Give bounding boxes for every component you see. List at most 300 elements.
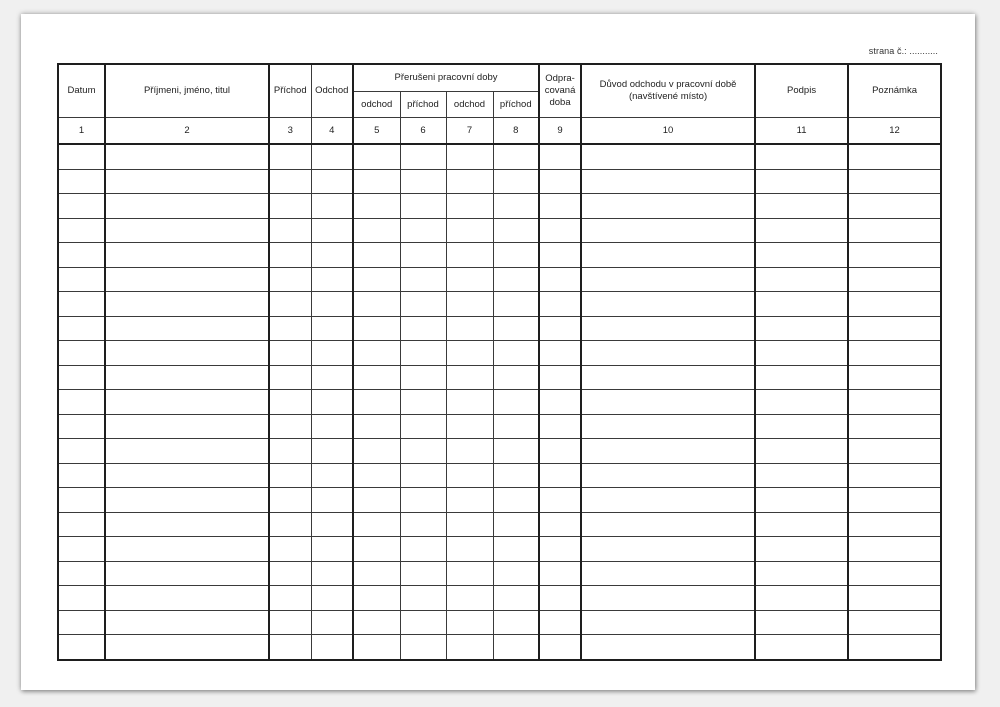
cell-break-departure-2[interactable] — [446, 512, 493, 537]
cell-worked-time[interactable] — [539, 169, 581, 194]
cell-break-departure-2[interactable] — [446, 414, 493, 439]
cell-signature[interactable] — [755, 292, 848, 317]
cell-datum[interactable] — [58, 414, 105, 439]
cell-worked-time[interactable] — [539, 635, 581, 660]
cell-note[interactable] — [848, 488, 941, 513]
cell-worked-time[interactable] — [539, 512, 581, 537]
cell-datum[interactable] — [58, 316, 105, 341]
cell-signature[interactable] — [755, 561, 848, 586]
cell-arrival[interactable] — [269, 439, 311, 464]
cell-break-arrival-2[interactable] — [493, 365, 539, 390]
cell-break-arrival-1[interactable] — [400, 365, 446, 390]
cell-break-arrival-2[interactable] — [493, 316, 539, 341]
cell-note[interactable] — [848, 267, 941, 292]
cell-worked-time[interactable] — [539, 561, 581, 586]
cell-break-departure-2[interactable] — [446, 561, 493, 586]
cell-break-arrival-2[interactable] — [493, 561, 539, 586]
cell-break-arrival-1[interactable] — [400, 218, 446, 243]
cell-datum[interactable] — [58, 635, 105, 660]
table-row — [58, 586, 941, 611]
cell-arrival[interactable] — [269, 194, 311, 219]
table-row — [58, 365, 941, 390]
cell-name[interactable] — [105, 218, 269, 243]
cell-datum[interactable] — [58, 243, 105, 268]
cell-break-departure-2[interactable] — [446, 144, 493, 169]
column-number: 6 — [400, 118, 446, 145]
cell-departure[interactable] — [311, 243, 353, 268]
cell-datum[interactable] — [58, 144, 105, 169]
cell-break-departure-1[interactable] — [353, 243, 400, 268]
cell-departure[interactable] — [311, 292, 353, 317]
column-number: 4 — [311, 118, 353, 145]
cell-departure[interactable] — [311, 463, 353, 488]
cell-name[interactable] — [105, 512, 269, 537]
cell-reason[interactable] — [581, 316, 755, 341]
cell-reason[interactable] — [581, 463, 755, 488]
cell-break-arrival-2[interactable] — [493, 414, 539, 439]
cell-signature[interactable] — [755, 488, 848, 513]
cell-signature[interactable] — [755, 365, 848, 390]
cell-worked-time[interactable] — [539, 463, 581, 488]
cell-reason[interactable] — [581, 512, 755, 537]
cell-note[interactable] — [848, 365, 941, 390]
cell-datum[interactable] — [58, 341, 105, 366]
cell-signature[interactable] — [755, 586, 848, 611]
cell-departure[interactable] — [311, 316, 353, 341]
cell-break-arrival-2[interactable] — [493, 218, 539, 243]
cell-break-arrival-1[interactable] — [400, 439, 446, 464]
cell-departure[interactable] — [311, 390, 353, 415]
cell-arrival[interactable] — [269, 390, 311, 415]
cell-break-arrival-2[interactable] — [493, 463, 539, 488]
cell-break-departure-2[interactable] — [446, 586, 493, 611]
cell-datum[interactable] — [58, 537, 105, 562]
table-row — [58, 488, 941, 513]
cell-reason[interactable] — [581, 586, 755, 611]
cell-arrival[interactable] — [269, 144, 311, 169]
cell-datum[interactable] — [58, 463, 105, 488]
column-number: 8 — [493, 118, 539, 145]
cell-signature[interactable] — [755, 218, 848, 243]
cell-reason[interactable] — [581, 144, 755, 169]
cell-note[interactable] — [848, 144, 941, 169]
cell-name[interactable] — [105, 144, 269, 169]
cell-break-arrival-1[interactable] — [400, 390, 446, 415]
table-row — [58, 144, 941, 169]
cell-break-arrival-1[interactable] — [400, 610, 446, 635]
cell-signature[interactable] — [755, 537, 848, 562]
table-row — [58, 537, 941, 562]
cell-departure[interactable] — [311, 267, 353, 292]
cell-departure[interactable] — [311, 635, 353, 660]
cell-arrival[interactable] — [269, 463, 311, 488]
cell-break-arrival-2[interactable] — [493, 292, 539, 317]
cell-name[interactable] — [105, 463, 269, 488]
table-row — [58, 316, 941, 341]
cell-worked-time[interactable] — [539, 414, 581, 439]
table-row — [58, 635, 941, 660]
cell-note[interactable] — [848, 292, 941, 317]
header-row-main — [58, 64, 941, 92]
cell-note[interactable] — [848, 635, 941, 660]
cell-signature[interactable] — [755, 390, 848, 415]
cell-note[interactable] — [848, 243, 941, 268]
cell-break-departure-2[interactable] — [446, 439, 493, 464]
cell-break-arrival-1[interactable] — [400, 169, 446, 194]
cell-name[interactable] — [105, 341, 269, 366]
cell-break-departure-1[interactable] — [353, 463, 400, 488]
cell-break-arrival-1[interactable] — [400, 635, 446, 660]
column-number: 5 — [353, 118, 400, 145]
cell-reason[interactable] — [581, 635, 755, 660]
header-break-arrival-1: příchod — [400, 92, 446, 118]
cell-worked-time[interactable] — [539, 586, 581, 611]
cell-departure[interactable] — [311, 218, 353, 243]
cell-departure[interactable] — [311, 586, 353, 611]
cell-departure[interactable] — [311, 414, 353, 439]
cell-break-arrival-2[interactable] — [493, 341, 539, 366]
cell-name[interactable] — [105, 243, 269, 268]
cell-break-departure-1[interactable] — [353, 341, 400, 366]
cell-break-departure-1[interactable] — [353, 316, 400, 341]
cell-signature[interactable] — [755, 414, 848, 439]
column-number: 10 — [581, 118, 755, 145]
cell-departure[interactable] — [311, 537, 353, 562]
cell-departure[interactable] — [311, 341, 353, 366]
cell-break-arrival-1[interactable] — [400, 414, 446, 439]
cell-note[interactable] — [848, 390, 941, 415]
cell-worked-time[interactable] — [539, 488, 581, 513]
form-sheet — [21, 14, 975, 690]
cell-arrival[interactable] — [269, 292, 311, 317]
cell-signature[interactable] — [755, 463, 848, 488]
cell-name[interactable] — [105, 169, 269, 194]
cell-worked-time[interactable] — [539, 267, 581, 292]
cell-datum[interactable] — [58, 218, 105, 243]
cell-datum[interactable] — [58, 610, 105, 635]
header-worked-time-line-1: Odpra- — [545, 73, 575, 85]
table-row — [58, 292, 941, 317]
cell-break-departure-1[interactable] — [353, 365, 400, 390]
cell-worked-time[interactable] — [539, 610, 581, 635]
header-departure: Odchod — [311, 64, 353, 118]
cell-name[interactable] — [105, 439, 269, 464]
cell-signature[interactable] — [755, 512, 848, 537]
cell-worked-time[interactable] — [539, 218, 581, 243]
header-reason-line-1: Důvod odchodu v pracovní době — [599, 79, 737, 91]
cell-note[interactable] — [848, 610, 941, 635]
cell-break-arrival-2[interactable] — [493, 488, 539, 513]
cell-break-departure-2[interactable] — [446, 365, 493, 390]
cell-arrival[interactable] — [269, 635, 311, 660]
cell-departure[interactable] — [311, 561, 353, 586]
cell-name[interactable] — [105, 610, 269, 635]
cell-reason[interactable] — [581, 610, 755, 635]
cell-datum[interactable] — [58, 194, 105, 219]
cell-name[interactable] — [105, 365, 269, 390]
cell-reason[interactable] — [581, 414, 755, 439]
cell-break-departure-1[interactable] — [353, 439, 400, 464]
cell-break-arrival-2[interactable] — [493, 390, 539, 415]
cell-arrival[interactable] — [269, 586, 311, 611]
cell-departure[interactable] — [311, 439, 353, 464]
cell-name[interactable] — [105, 586, 269, 611]
cell-break-departure-2[interactable] — [446, 169, 493, 194]
cell-reason[interactable] — [581, 537, 755, 562]
header-worked-time-line-3: doba — [549, 96, 571, 108]
cell-break-arrival-2[interactable] — [493, 194, 539, 219]
cell-worked-time[interactable] — [539, 537, 581, 562]
cell-break-arrival-1[interactable] — [400, 243, 446, 268]
cell-note[interactable] — [848, 169, 941, 194]
cell-name[interactable] — [105, 316, 269, 341]
column-number-row — [58, 118, 941, 145]
cell-break-departure-2[interactable] — [446, 194, 493, 219]
cell-signature[interactable] — [755, 635, 848, 660]
table-row — [58, 194, 941, 219]
header-departure-reason — [581, 64, 755, 118]
cell-break-departure-2[interactable] — [446, 610, 493, 635]
cell-reason[interactable] — [581, 439, 755, 464]
cell-worked-time[interactable] — [539, 292, 581, 317]
cell-break-departure-1[interactable] — [353, 218, 400, 243]
cell-note[interactable] — [848, 414, 941, 439]
cell-break-arrival-1[interactable] — [400, 586, 446, 611]
cell-signature[interactable] — [755, 341, 848, 366]
cell-datum[interactable] — [58, 439, 105, 464]
cell-note[interactable] — [848, 561, 941, 586]
cell-arrival[interactable] — [269, 169, 311, 194]
cell-arrival[interactable] — [269, 512, 311, 537]
cell-datum[interactable] — [58, 169, 105, 194]
cell-break-arrival-1[interactable] — [400, 292, 446, 317]
cell-signature[interactable] — [755, 169, 848, 194]
cell-break-arrival-1[interactable] — [400, 144, 446, 169]
cell-break-departure-2[interactable] — [446, 341, 493, 366]
cell-signature[interactable] — [755, 144, 848, 169]
cell-signature[interactable] — [755, 243, 848, 268]
cell-arrival[interactable] — [269, 341, 311, 366]
cell-reason[interactable] — [581, 292, 755, 317]
cell-break-departure-1[interactable] — [353, 488, 400, 513]
cell-arrival[interactable] — [269, 537, 311, 562]
cell-break-arrival-1[interactable] — [400, 341, 446, 366]
cell-name[interactable] — [105, 390, 269, 415]
cell-arrival[interactable] — [269, 561, 311, 586]
header-worked-time — [539, 64, 581, 118]
cell-name[interactable] — [105, 537, 269, 562]
page-number-label: strana č.: ........... — [868, 46, 938, 56]
cell-break-departure-2[interactable] — [446, 537, 493, 562]
table-row — [58, 169, 941, 194]
cell-note[interactable] — [848, 586, 941, 611]
column-number: 1 — [58, 118, 105, 145]
table-row — [58, 390, 941, 415]
cell-reason[interactable] — [581, 243, 755, 268]
cell-reason[interactable] — [581, 365, 755, 390]
header-worked-time-line-2: covaná — [544, 85, 576, 97]
cell-reason[interactable] — [581, 169, 755, 194]
cell-datum[interactable] — [58, 292, 105, 317]
cell-reason[interactable] — [581, 267, 755, 292]
cell-break-arrival-2[interactable] — [493, 267, 539, 292]
cell-note[interactable] — [848, 463, 941, 488]
cell-signature[interactable] — [755, 316, 848, 341]
cell-break-arrival-2[interactable] — [493, 439, 539, 464]
cell-reason[interactable] — [581, 488, 755, 513]
cell-break-arrival-2[interactable] — [493, 635, 539, 660]
cell-departure[interactable] — [311, 365, 353, 390]
cell-break-arrival-1[interactable] — [400, 267, 446, 292]
cell-reason[interactable] — [581, 341, 755, 366]
header-name: Příjmeni, jméno, titul — [105, 64, 269, 118]
cell-note[interactable] — [848, 512, 941, 537]
cell-arrival[interactable] — [269, 316, 311, 341]
cell-worked-time[interactable] — [539, 194, 581, 219]
cell-datum[interactable] — [58, 267, 105, 292]
cell-departure[interactable] — [311, 610, 353, 635]
cell-break-departure-1[interactable] — [353, 537, 400, 562]
cell-break-arrival-2[interactable] — [493, 512, 539, 537]
cell-datum[interactable] — [58, 561, 105, 586]
column-number: 7 — [446, 118, 493, 145]
cell-worked-time[interactable] — [539, 439, 581, 464]
cell-break-departure-2[interactable] — [446, 390, 493, 415]
table-row — [58, 267, 941, 292]
cell-note[interactable] — [848, 439, 941, 464]
cell-break-departure-1[interactable] — [353, 561, 400, 586]
cell-name[interactable] — [105, 561, 269, 586]
cell-reason[interactable] — [581, 218, 755, 243]
cell-break-departure-2[interactable] — [446, 218, 493, 243]
cell-worked-time[interactable] — [539, 144, 581, 169]
cell-arrival[interactable] — [269, 218, 311, 243]
cell-break-departure-1[interactable] — [353, 414, 400, 439]
cell-note[interactable] — [848, 341, 941, 366]
cell-worked-time[interactable] — [539, 316, 581, 341]
cell-break-departure-2[interactable] — [446, 267, 493, 292]
header-reason-line-2: (navštívené místo) — [628, 91, 708, 102]
cell-break-arrival-1[interactable] — [400, 194, 446, 219]
cell-departure[interactable] — [311, 169, 353, 194]
cell-departure[interactable] — [311, 144, 353, 169]
cell-worked-time[interactable] — [539, 365, 581, 390]
cell-note[interactable] — [848, 194, 941, 219]
cell-name[interactable] — [105, 488, 269, 513]
cell-reason[interactable] — [581, 561, 755, 586]
cell-signature[interactable] — [755, 194, 848, 219]
cell-break-departure-2[interactable] — [446, 635, 493, 660]
cell-arrival[interactable] — [269, 488, 311, 513]
cell-reason[interactable] — [581, 390, 755, 415]
cell-departure[interactable] — [311, 488, 353, 513]
cell-break-arrival-1[interactable] — [400, 537, 446, 562]
cell-break-departure-1[interactable] — [353, 144, 400, 169]
column-number: 2 — [105, 118, 269, 145]
cell-datum[interactable] — [58, 586, 105, 611]
cell-break-departure-1[interactable] — [353, 635, 400, 660]
cell-break-departure-1[interactable] — [353, 194, 400, 219]
header-break-departure-2: odchod — [446, 92, 493, 118]
cell-datum[interactable] — [58, 488, 105, 513]
cell-break-arrival-1[interactable] — [400, 316, 446, 341]
cell-break-arrival-2[interactable] — [493, 537, 539, 562]
cell-signature[interactable] — [755, 439, 848, 464]
table-row — [58, 414, 941, 439]
cell-arrival[interactable] — [269, 414, 311, 439]
attendance-table — [57, 63, 942, 661]
cell-break-departure-2[interactable] — [446, 463, 493, 488]
cell-name[interactable] — [105, 292, 269, 317]
table-row — [58, 512, 941, 537]
column-number: 12 — [848, 118, 941, 145]
cell-break-arrival-1[interactable] — [400, 488, 446, 513]
cell-departure[interactable] — [311, 512, 353, 537]
cell-arrival[interactable] — [269, 243, 311, 268]
table-body — [58, 144, 941, 660]
cell-break-arrival-2[interactable] — [493, 586, 539, 611]
cell-break-arrival-2[interactable] — [493, 610, 539, 635]
cell-break-arrival-2[interactable] — [493, 243, 539, 268]
header-signature: Podpis — [755, 64, 848, 118]
cell-worked-time[interactable] — [539, 243, 581, 268]
cell-name[interactable] — [105, 635, 269, 660]
cell-worked-time[interactable] — [539, 390, 581, 415]
cell-break-departure-1[interactable] — [353, 586, 400, 611]
cell-break-departure-2[interactable] — [446, 488, 493, 513]
cell-datum[interactable] — [58, 365, 105, 390]
header-work-break: Přerušeni pracovní doby — [353, 64, 539, 92]
header-note: Poznámka — [848, 64, 941, 118]
cell-break-departure-2[interactable] — [446, 316, 493, 341]
cell-note[interactable] — [848, 316, 941, 341]
cell-name[interactable] — [105, 414, 269, 439]
cell-break-departure-1[interactable] — [353, 292, 400, 317]
cell-note[interactable] — [848, 218, 941, 243]
cell-datum[interactable] — [58, 390, 105, 415]
cell-break-departure-2[interactable] — [446, 292, 493, 317]
cell-arrival[interactable] — [269, 610, 311, 635]
cell-reason[interactable] — [581, 194, 755, 219]
cell-datum[interactable] — [58, 512, 105, 537]
cell-signature[interactable] — [755, 267, 848, 292]
cell-break-departure-1[interactable] — [353, 610, 400, 635]
cell-break-departure-2[interactable] — [446, 243, 493, 268]
column-number: 9 — [539, 118, 581, 145]
table-row — [58, 439, 941, 464]
cell-break-departure-1[interactable] — [353, 512, 400, 537]
column-number: 11 — [755, 118, 848, 145]
table-row — [58, 610, 941, 635]
cell-note[interactable] — [848, 537, 941, 562]
cell-worked-time[interactable] — [539, 341, 581, 366]
cell-break-departure-1[interactable] — [353, 267, 400, 292]
header-arrival: Příchod — [269, 64, 311, 118]
cell-name[interactable] — [105, 194, 269, 219]
cell-break-arrival-1[interactable] — [400, 561, 446, 586]
cell-departure[interactable] — [311, 194, 353, 219]
cell-break-arrival-2[interactable] — [493, 144, 539, 169]
cell-break-departure-1[interactable] — [353, 390, 400, 415]
cell-signature[interactable] — [755, 610, 848, 635]
cell-break-arrival-1[interactable] — [400, 512, 446, 537]
cell-arrival[interactable] — [269, 365, 311, 390]
cell-break-arrival-1[interactable] — [400, 463, 446, 488]
cell-name[interactable] — [105, 267, 269, 292]
cell-break-departure-1[interactable] — [353, 169, 400, 194]
cell-break-arrival-2[interactable] — [493, 169, 539, 194]
cell-arrival[interactable] — [269, 267, 311, 292]
